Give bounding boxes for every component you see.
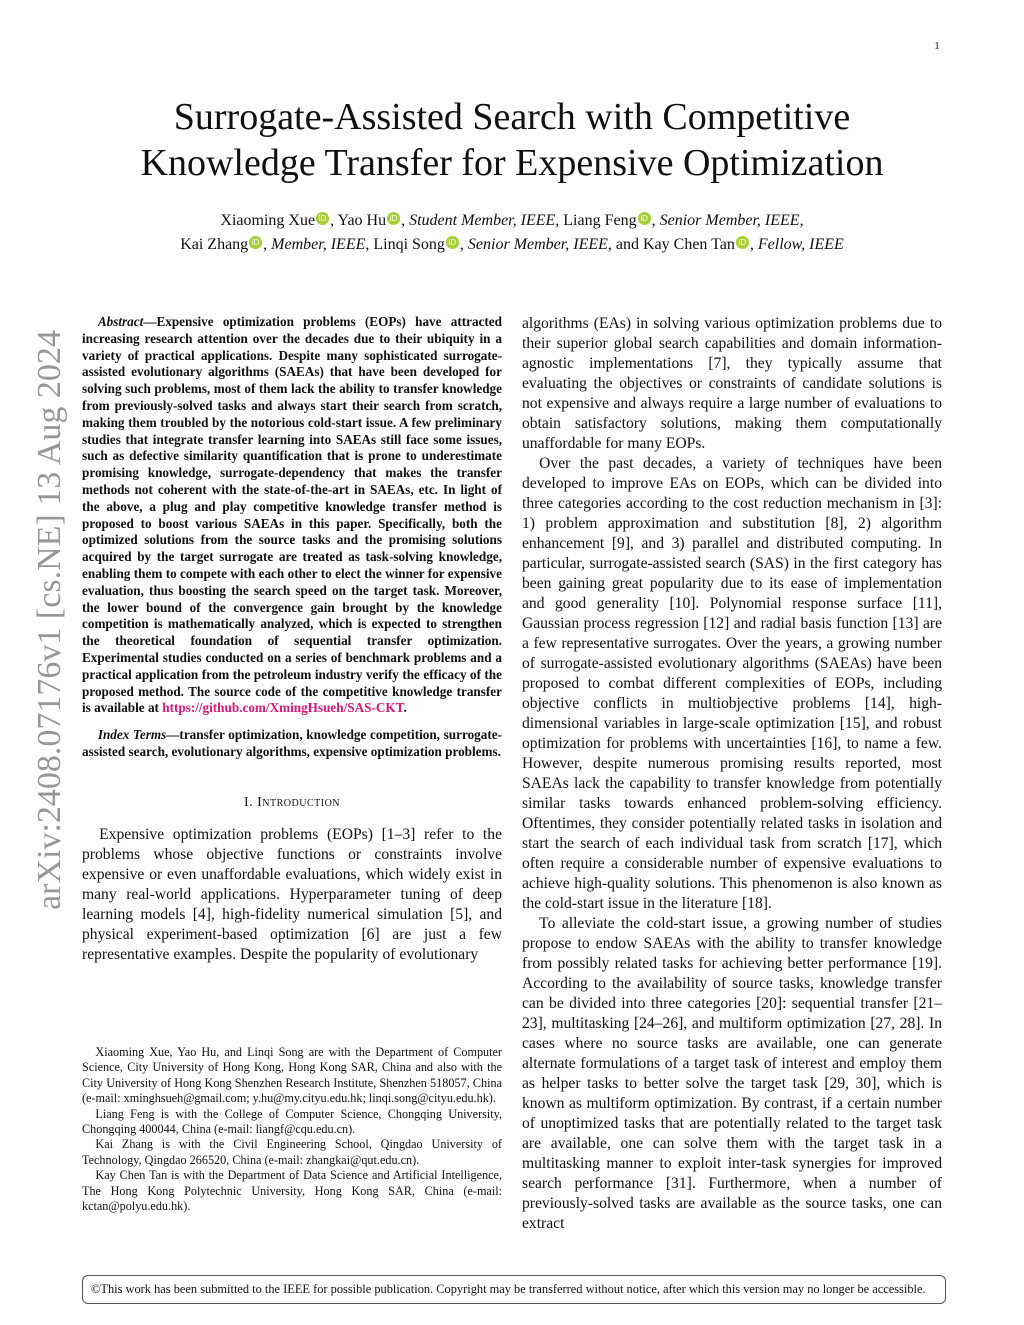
footnotes — [82, 1045, 502, 1214]
author-name: Yao Hu — [337, 212, 387, 229]
abstract-label: Abstract — [97, 314, 144, 329]
title-line-1: Surrogate-Assisted Search with Competitive — [173, 96, 851, 138]
author-name: Liang Feng — [563, 212, 637, 229]
copyright-notice: ©This work has been submitted to the IEEE for possible publication. Copyright may be transferred without notice, after which this version may no longer be accessible. — [82, 1275, 946, 1304]
abstract-end: . — [403, 700, 407, 716]
orcid-icon[interactable]: iD — [316, 212, 329, 225]
footnote-affiliation: Liang Feng is with the College of Computer Science, Chongqing University, Chongqing 400044, China (e-mail: liangf@cqu.edu.cn). — [82, 1106, 502, 1137]
title-line-2: Knowledge Transfer for Expensive Optimization — [140, 142, 884, 184]
orcid-icon[interactable]: iD — [446, 236, 459, 249]
author-name: Kai Zhang — [180, 236, 249, 253]
intro-paragraph-3: To alleviate the cold-start issue, a growing number of studies propose to endow SAEAs with the ability to transfer knowledge from possibly related tasks for achieving better performance [19]. According to the availability of source tasks, knowledge transfer can be divided into three categories [20]: sequential transfer [21–23], multitasking [24–26], and multiform optimization [27, 28]. In cases where no source tasks are available, one can generate alternate formulations of a target task of interest and employ them as helper tasks to better solve the target task [29, 30], which is known as multiform optimization. By contrast, if a certain number of unoptimized tasks that are potentially related to the target task are available, one can solve them with the target task in a multitasking manner to exploit inter-task synergies for improved search performance [31]. Furthermore, when a number of previously-solved tasks are available as the source tasks, one can extract — [522, 915, 942, 1232]
section-title: Introduction — [257, 794, 341, 810]
author-name: and Kay Chen Tan — [615, 236, 735, 253]
left-column — [82, 314, 502, 965]
author-name: Xiaoming Xue — [220, 212, 316, 229]
intro-paragraph-1: Expensive optimization problems (EOPs) [1–3] refer to the problems whose objective functions or constraints involve expensive or even unaffordable evaluations, which widely exist in many real-world applications. Hyperparameter tuning of deep learning models [4], high-fidelity numerical simulation [5], and physical experiment-based optimization [6] are just a few representative examples. Despite the popularity of evolutionary — [82, 825, 502, 963]
page-number: 1 — [934, 40, 940, 52]
footnote-affiliation: Kay Chen Tan is with the Department of Data Science and Artificial Intelligence, The Hong Kong Polytechnic University, Hong Kong SAR, China (e-mail: kctan@polyu.edu.hk). — [82, 1168, 502, 1214]
index-terms-label: Index Terms — [97, 727, 167, 743]
source-code-link[interactable]: https://github.com/XmingHsueh/SAS-CKT — [162, 700, 404, 716]
orcid-icon[interactable]: iD — [249, 236, 262, 249]
paper-title — [60, 94, 964, 186]
index-terms-text: —transfer optimization, knowledge competition, surrogate-assisted search, evolutionary algorithms, expensive optimization problems. — [82, 727, 503, 759]
author-list — [40, 209, 984, 257]
author-role: Member, IEEE — [271, 236, 366, 253]
orcid-icon[interactable]: iD — [638, 212, 651, 225]
author-role: Fellow, IEEE — [757, 236, 844, 253]
author-line-1: Xiaoming Xue iD , Yao Hu iD , Student Member, IEEE, Liang Feng iD , Senior Member, IEEE, — [220, 212, 804, 229]
right-column — [522, 314, 942, 1234]
footnote-affiliation: Kai Zhang is with the Civil Engineering School, Qingdao University of Technology, Qingdao 266520, China (e-mail: zhangkai@qut.edu.cn). — [82, 1137, 502, 1167]
abstract-text: —Expensive optimization problems (EOPs) have attracted increasing research attention over the decades due to their ubiquity in a variety of practical applications. Despite many sophisticated surrogate-assisted evolutionary algorithms (SAEAs) that have been developed for solving such problems, most of them lack the ability to transfer knowledge from previously-solved tasks and always start their search from scratch, making them troubled by the notorious cold-start issue. A few preliminary studies that integrate transfer learning into SAEAs still face some issues, such as defective similarity quantification that is prone to underestimate promising knowledge, surrogate-dependency that makes the transfer methods not coherent with the state-of-the-art in SAEAs, etc. In light of the above, a plug and play competitive knowledge transfer method is proposed to boost various SAEAs in this paper. Specifically, both the optimized solutions from the source tasks and the promising solutions acquired by the target surrogate are treated as task-solving knowledge, enabling them to compete with each other to elect the winner for expensive evaluation, thus boosting the search speed on the target task. Moreover, the lower bound of the convergence gain brought by the knowledge competition is mathematically analyzed, which is expected to strengthen the theoretical foundation of sequential transfer optimization. Experimental studies conducted on a series of benchmark problems and a practical application from the petroleum industry verify the efficacy of the proposed method. The source code of the competitive knowledge transfer is available at — [82, 314, 502, 716]
section-number: I. — [243, 794, 254, 810]
arxiv-watermark[interactable]: arXiv:2408.07176v1 [cs.NE] 13 Aug 2024 — [31, 330, 68, 910]
author-name: Linqi Song — [373, 236, 445, 253]
section-heading — [82, 795, 502, 811]
author-role: Student Member, IEEE — [409, 212, 556, 229]
index-terms — [82, 727, 502, 761]
orcid-icon[interactable]: iD — [736, 236, 749, 249]
abstract — [82, 314, 502, 717]
footnote-affiliation: Xiaoming Xue, Yao Hu, and Linqi Song are with the Department of Computer Science, City University of Hong Kong, Hong Kong SAR, China and also with the City University of Hong Kong Shenzhen Research Institute, Shenzhen 518057, China (e-mail: xminghsueh@gmail.com; y.hu@my.cityu.edu.hk; linqi.song@cityu.edu.hk). — [82, 1045, 502, 1106]
author-line-2: Kai Zhang iD , Member, IEEE, Linqi Song iD , Senior Member, IEEE, and Kay Chen Tan iD , Fellow, IEEE — [180, 236, 844, 253]
intro-paragraph-2: Over the past decades, a variety of techniques have been developed to improve EAs on EOPs, which can be divided into three categories according to the cost reduction mechanism in [3]: 1) problem approximation and substitution [8], 2) algorithm enhancement [9], and 3) parallel and distributed computing. In particular, surrogate-assisted search (SAS) in the first category has been gaining great popularity due to its ease of implementation and good generality [10]. Polynomial response surface [11], Gaussian process regression [12] and radial basis function [13] are a few representative surrogates. Over the years, a growing number of surrogate-assisted evolutionary algorithms (SAEAs) have been proposed to combat different complexities of EOPs, including objective conflicts in multiobjective problems [14], high-dimensional variables in large-scale optimization [15], and robust optimization for problems with uncertainties [16], to name a few. However, despite numerous promising results reported, most SAEAs lack the capability to transfer knowledge from potentially similar tasks towards enhanced problem-solving efficiency. Oftentimes, they consider potentially related tasks in isolation and start the search of each individual task from scratch [17], which often require a considerable number of expensive evaluations to achieve high-quality solutions. This phenomenon is also known as the cold-start issue in the literature [18]. — [522, 455, 942, 912]
orcid-icon[interactable]: iD — [387, 212, 400, 225]
author-role: Senior Member, IEEE, — [659, 212, 804, 229]
author-role: Senior Member, IEEE — [467, 236, 608, 253]
intro-paragraph-1-continued: algorithms (EAs) in solving various optimization problems due to their superior global search capabilities and domain information-agnostic implementations [7], they typically assume that evaluating the objectives or constraints of candidate solutions is not expensive and always require a large number of evaluations to obtain satisfactory solutions, making them computationally unaffordable for many EOPs. — [522, 315, 942, 452]
